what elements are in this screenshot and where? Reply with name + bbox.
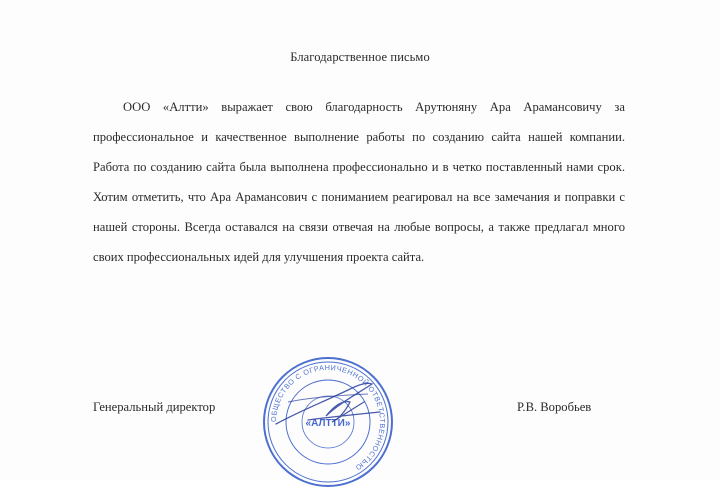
letter-body: ООО «Алтти» выражает свою благодарность Арутюняну Ара Арамансовичу за профессиональное и качественное выполнение работы по созданию сайта нашей компании. Работа по созданию сайта была выполнена профессионально и в четко поставленный нами срок. Хотим отметить, что Ара Арамансович с пониманием реагировал на все замечания и поправки с нашей стороны. Всегда оставался на связи отвечая на любые вопросы, а также предлагал много своих профессиональных идей для улучшения проекта сайта. bbox=[93, 100, 625, 264]
handwritten-signature-icon bbox=[268, 372, 388, 442]
stamp-ring-text: ОБЩЕСТВО С ОГРАНИЧЕННОЙ ОТВЕТСТВЕННОСТЬЮ bbox=[268, 362, 388, 473]
letter-title: Благодарственное письмо bbox=[290, 50, 430, 64]
signatory-position: Генеральный директор bbox=[93, 400, 216, 414]
stamp-center-text: «АЛТТИ» bbox=[305, 418, 351, 429]
signatory-name: Р.В. Воробьев bbox=[517, 400, 592, 414]
